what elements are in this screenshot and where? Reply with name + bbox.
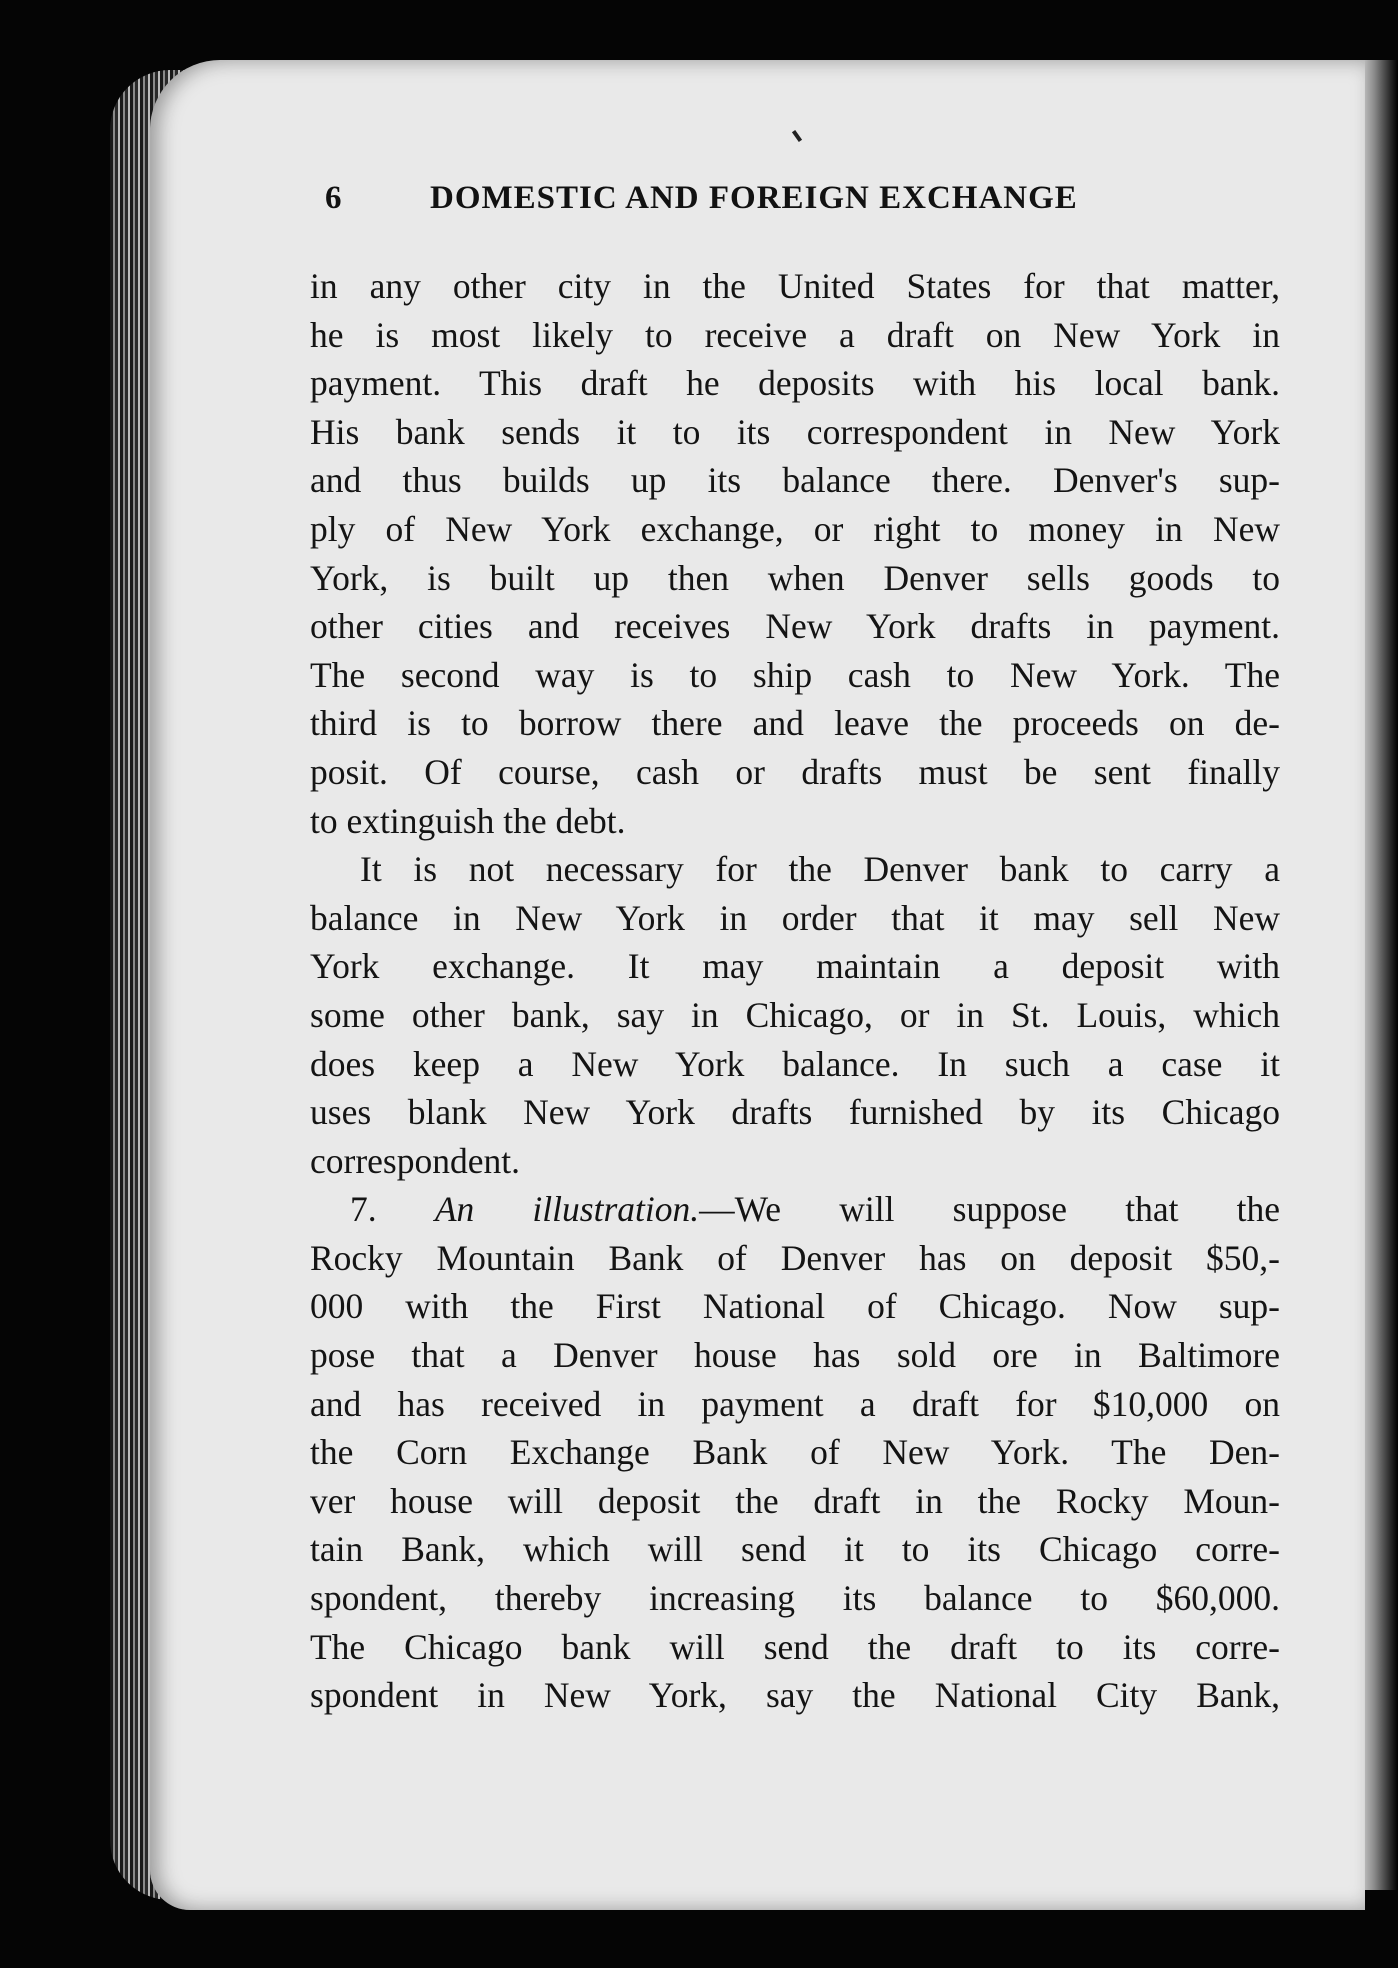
text-line: pose that a Denver house has sold ore in Baltimore: [310, 1335, 1280, 1376]
text-line: some other bank, say in Chicago, or in St. Louis, which: [310, 994, 1280, 1035]
text-line: third is to borrow there and leave the proceeds on de-: [310, 703, 1280, 744]
paragraph-3: [310, 1185, 1280, 1720]
text-line: —We will suppose that the: [699, 1189, 1281, 1230]
text-line: the Corn Exchange Bank of New York. The Den-: [310, 1432, 1280, 1473]
paragraph-2: [310, 845, 1280, 1185]
text-line: payment. This draft he deposits with his local bank.: [310, 363, 1280, 404]
text-line: other cities and receives New York drafts in payment.: [310, 606, 1280, 647]
text-line: spondent in New York, say the National City Bank,: [310, 1675, 1280, 1716]
text-line: Rocky Mountain Bank of Denver has on deposit $50,-: [310, 1237, 1280, 1278]
text-line: and thus builds up its balance there. Denver's sup-: [310, 460, 1280, 501]
text-line: in any other city in the United States for that matter,: [310, 266, 1280, 306]
running-title: DOMESTIC AND FOREIGN EXCHANGE: [430, 180, 1078, 216]
section-heading-line: [310, 1185, 1280, 1234]
running-head: [325, 180, 1180, 217]
text-line: tain Bank, which will send it to its Chicago corre-: [310, 1529, 1280, 1570]
section-number: 7.: [350, 1189, 377, 1230]
text-line: posit. Of course, cash or drafts must be sent finally: [310, 751, 1280, 792]
text-line: he is most likely to receive a draft on New York in: [310, 314, 1280, 355]
text-line: ply of New York exchange, or right to money in New: [310, 508, 1280, 549]
text-line: It is not necessary for the Denver bank to carry a: [360, 849, 1280, 890]
text-line: and has received in payment a draft for $10,000 on: [310, 1383, 1280, 1424]
text-line: ver house will deposit the draft in the Rocky Moun-: [310, 1480, 1280, 1521]
text-line: 000 with the First National of Chicago. Now sup-: [310, 1286, 1280, 1327]
text-line: spondent, thereby increasing its balance to $60,000.: [310, 1578, 1280, 1619]
text-line: The second way is to ship cash to New York. The: [310, 654, 1280, 695]
text-line: correspondent.: [310, 1140, 520, 1181]
page-number: 6: [325, 180, 343, 216]
text-line: to extinguish the debt.: [310, 800, 626, 841]
text-line: does keep a New York balance. In such a case it: [310, 1043, 1280, 1084]
paragraph-1: [310, 262, 1280, 845]
body-text: [310, 262, 1280, 1720]
text-line: York, is built up then when Denver sells goods to: [310, 557, 1280, 598]
text-line: balance in New York in order that it may sell New: [310, 897, 1280, 938]
text-line: The Chicago bank will send the draft to its corre-: [310, 1626, 1280, 1667]
section-title: An illustration.: [434, 1189, 700, 1230]
text-line: uses blank New York drafts furnished by its Chicago: [310, 1092, 1280, 1133]
text-line: His bank sends it to its correspondent in New York: [310, 411, 1280, 452]
text-line: York exchange. It may maintain a deposit with: [310, 946, 1280, 987]
